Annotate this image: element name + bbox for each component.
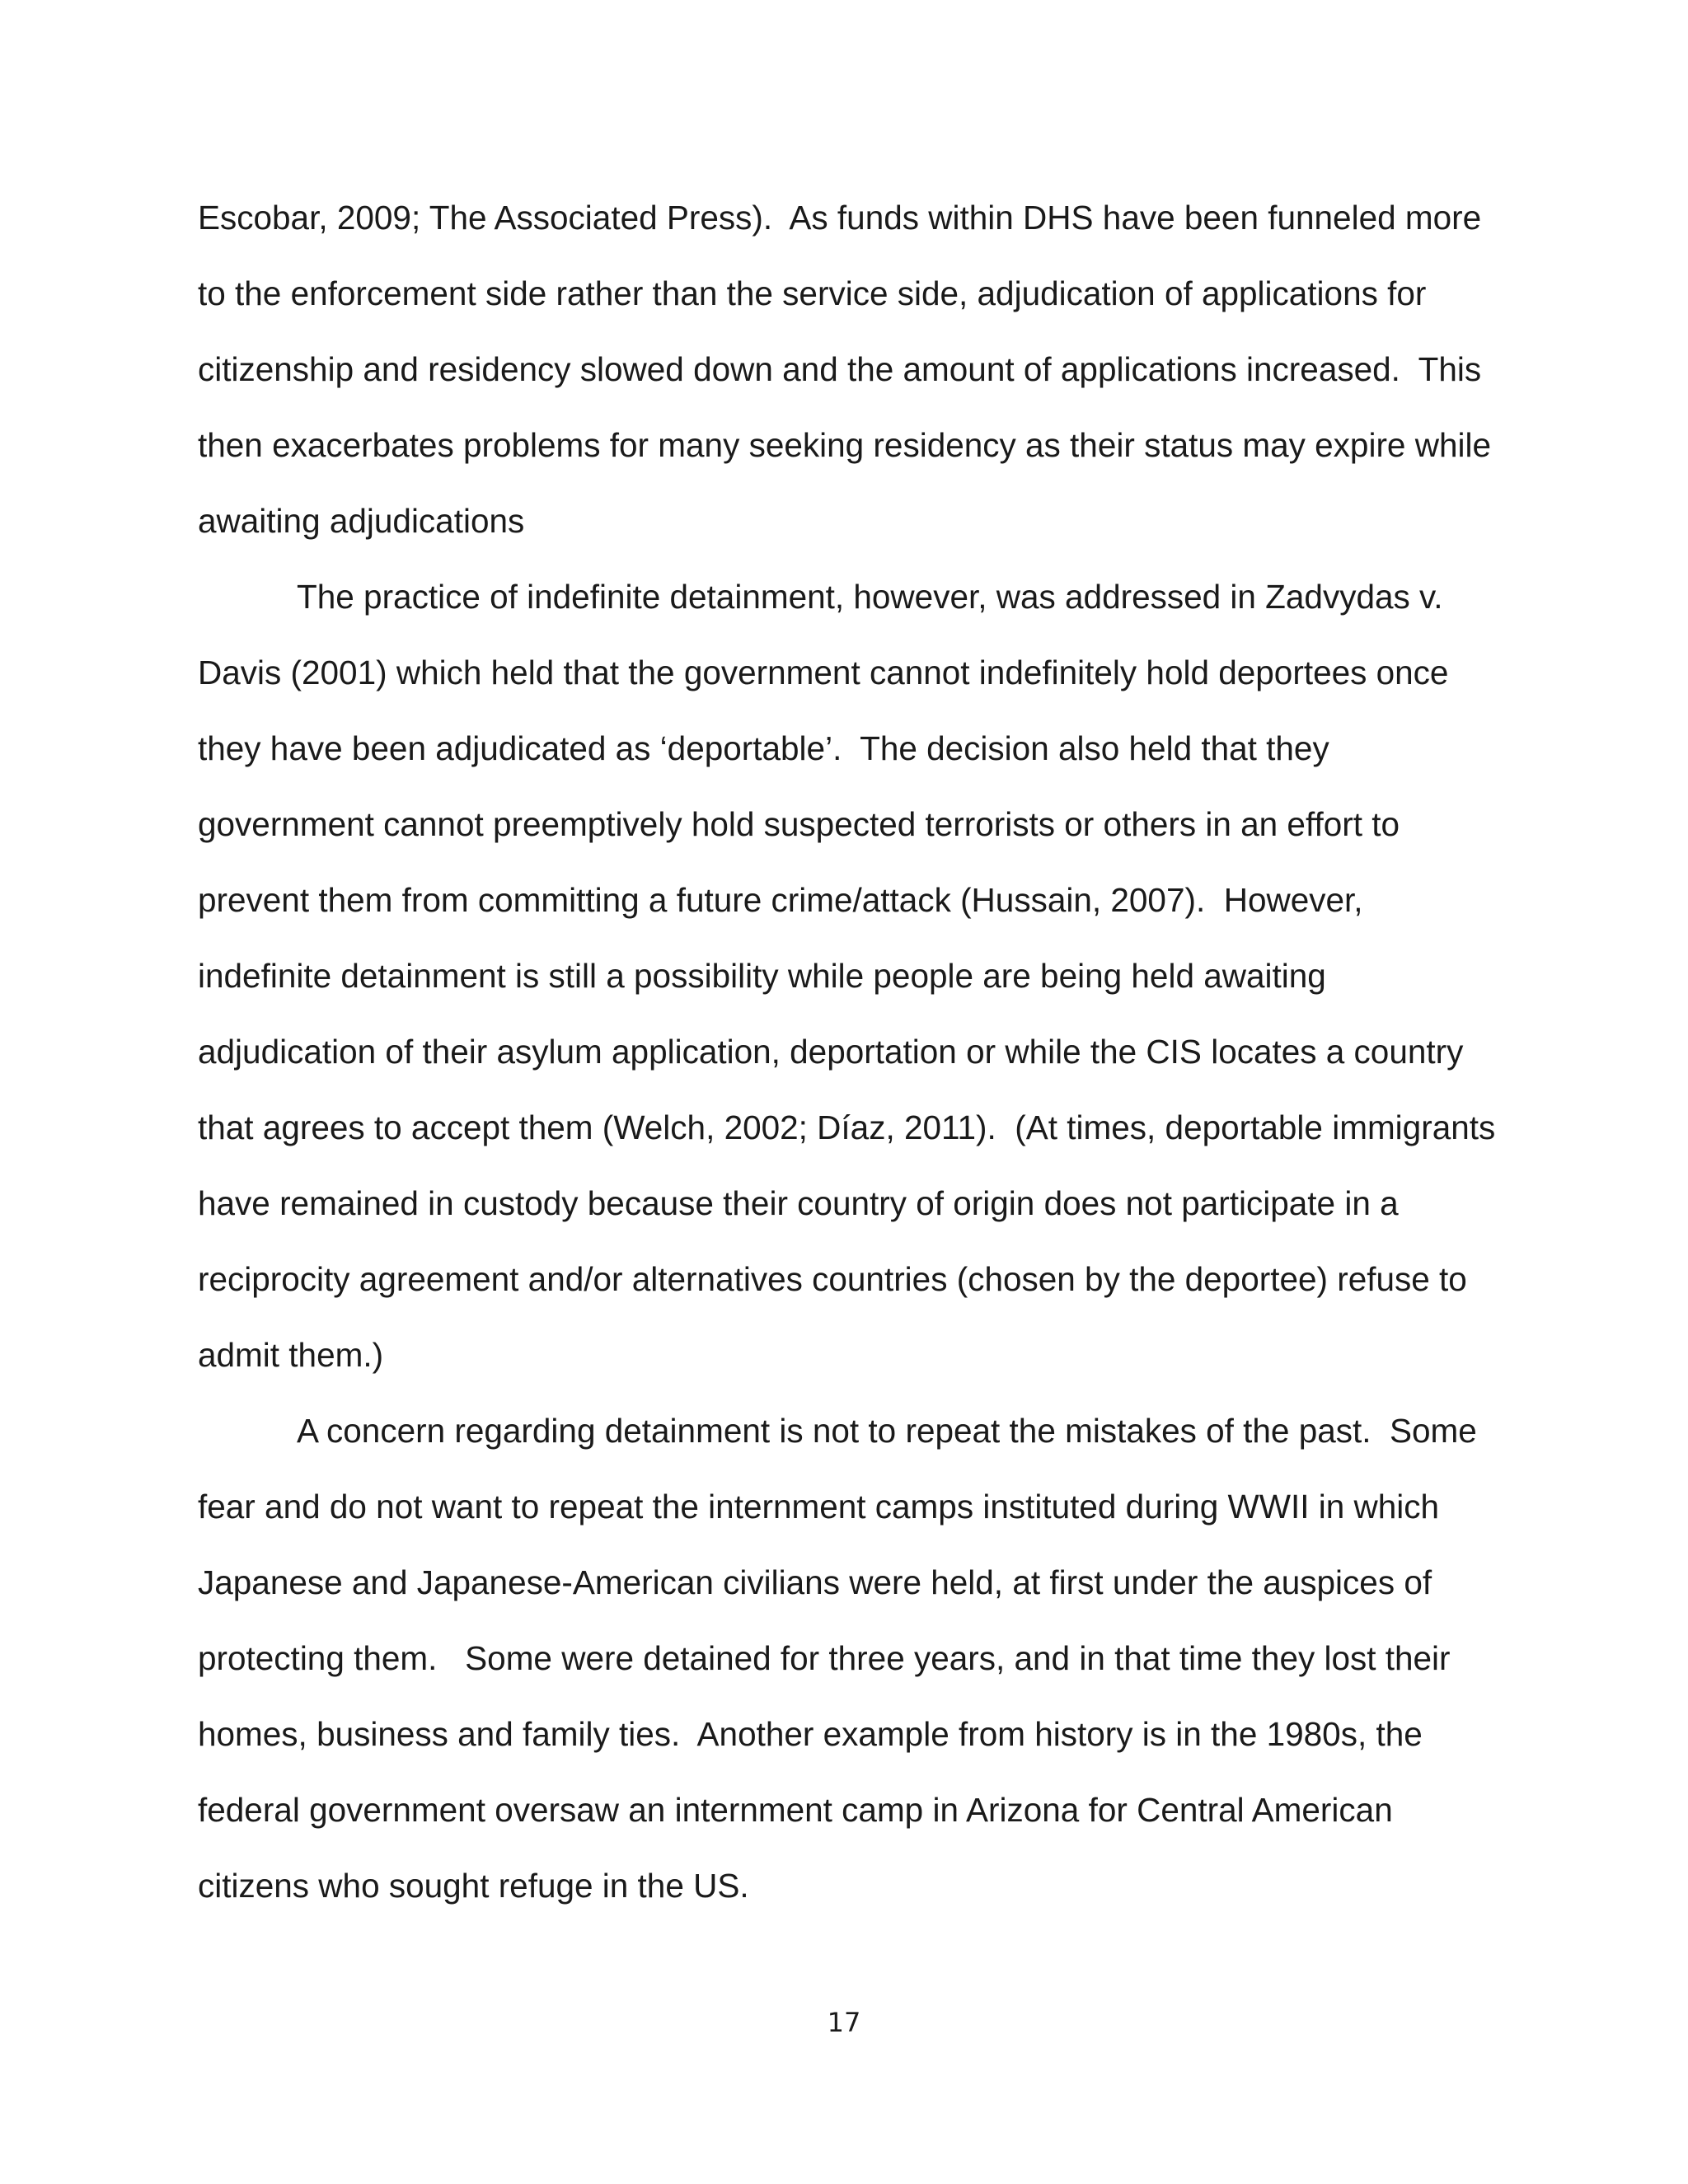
text-line: have remained in custody because their country of origin does not participate in a bbox=[198, 1184, 1399, 1222]
text-line: Japanese and Japanese-American civilians were held, at first under the auspices of bbox=[198, 1563, 1432, 1601]
text-line: protecting them. Some were detained for three years, and in that time they lost their bbox=[198, 1639, 1451, 1677]
text-line: Davis (2001) which held that the government cannot indefinitely hold deportees once bbox=[198, 654, 1449, 691]
text-line: indefinite detainment is still a possibility while people are being held awaiting bbox=[198, 957, 1326, 995]
text-line: government cannot preemptively hold suspected terrorists or others in an effort to bbox=[198, 805, 1400, 843]
text-line: prevent them from committing a future crime/attack (Hussain, 2007). However, bbox=[198, 881, 1363, 919]
page-number: 17 bbox=[827, 2007, 861, 2038]
text-line: Escobar, 2009; The Associated Press). As funds within DHS have been funneled more bbox=[198, 199, 1482, 237]
text-line: awaiting adjudications bbox=[198, 502, 525, 540]
paragraph-start-line: A concern regarding detainment is not to repeat the mistakes of the past. Some bbox=[297, 1412, 1477, 1450]
text-line: citizenship and residency slowed down and the amount of applications increased. This bbox=[198, 350, 1482, 388]
text-line: citizens who sought refuge in the US. bbox=[198, 1867, 749, 1905]
text-line: that agrees to accept them (Welch, 2002; Díaz, 2011). (At times, deportable immigrants bbox=[198, 1108, 1496, 1146]
text-line: to the enforcement side rather than the service side, adjudication of applications for bbox=[198, 274, 1427, 312]
text-line: federal government oversaw an internment camp in Arizona for Central American bbox=[198, 1791, 1393, 1829]
text-line: reciprocity agreement and/or alternatives countries (chosen by the deportee) refuse to bbox=[198, 1260, 1467, 1298]
text-line: adjudication of their asylum application, deportation or while the CIS locates a country bbox=[198, 1033, 1464, 1071]
text-line: then exacerbates problems for many seeking residency as their status may expire while bbox=[198, 426, 1491, 464]
text-line: they have been adjudicated as ‘deportable’. The decision also held that they bbox=[198, 729, 1329, 767]
paragraph-start-line: The practice of indefinite detainment, however, was addressed in Zadvydas v. bbox=[297, 578, 1443, 616]
text-line: admit them.) bbox=[198, 1336, 384, 1374]
text-line: fear and do not want to repeat the internment camps instituted during WWII in which bbox=[198, 1488, 1440, 1526]
text-line: homes, business and family ties. Another example from history is in the 1980s, the bbox=[198, 1715, 1423, 1753]
body-text bbox=[198, 191, 1496, 1935]
